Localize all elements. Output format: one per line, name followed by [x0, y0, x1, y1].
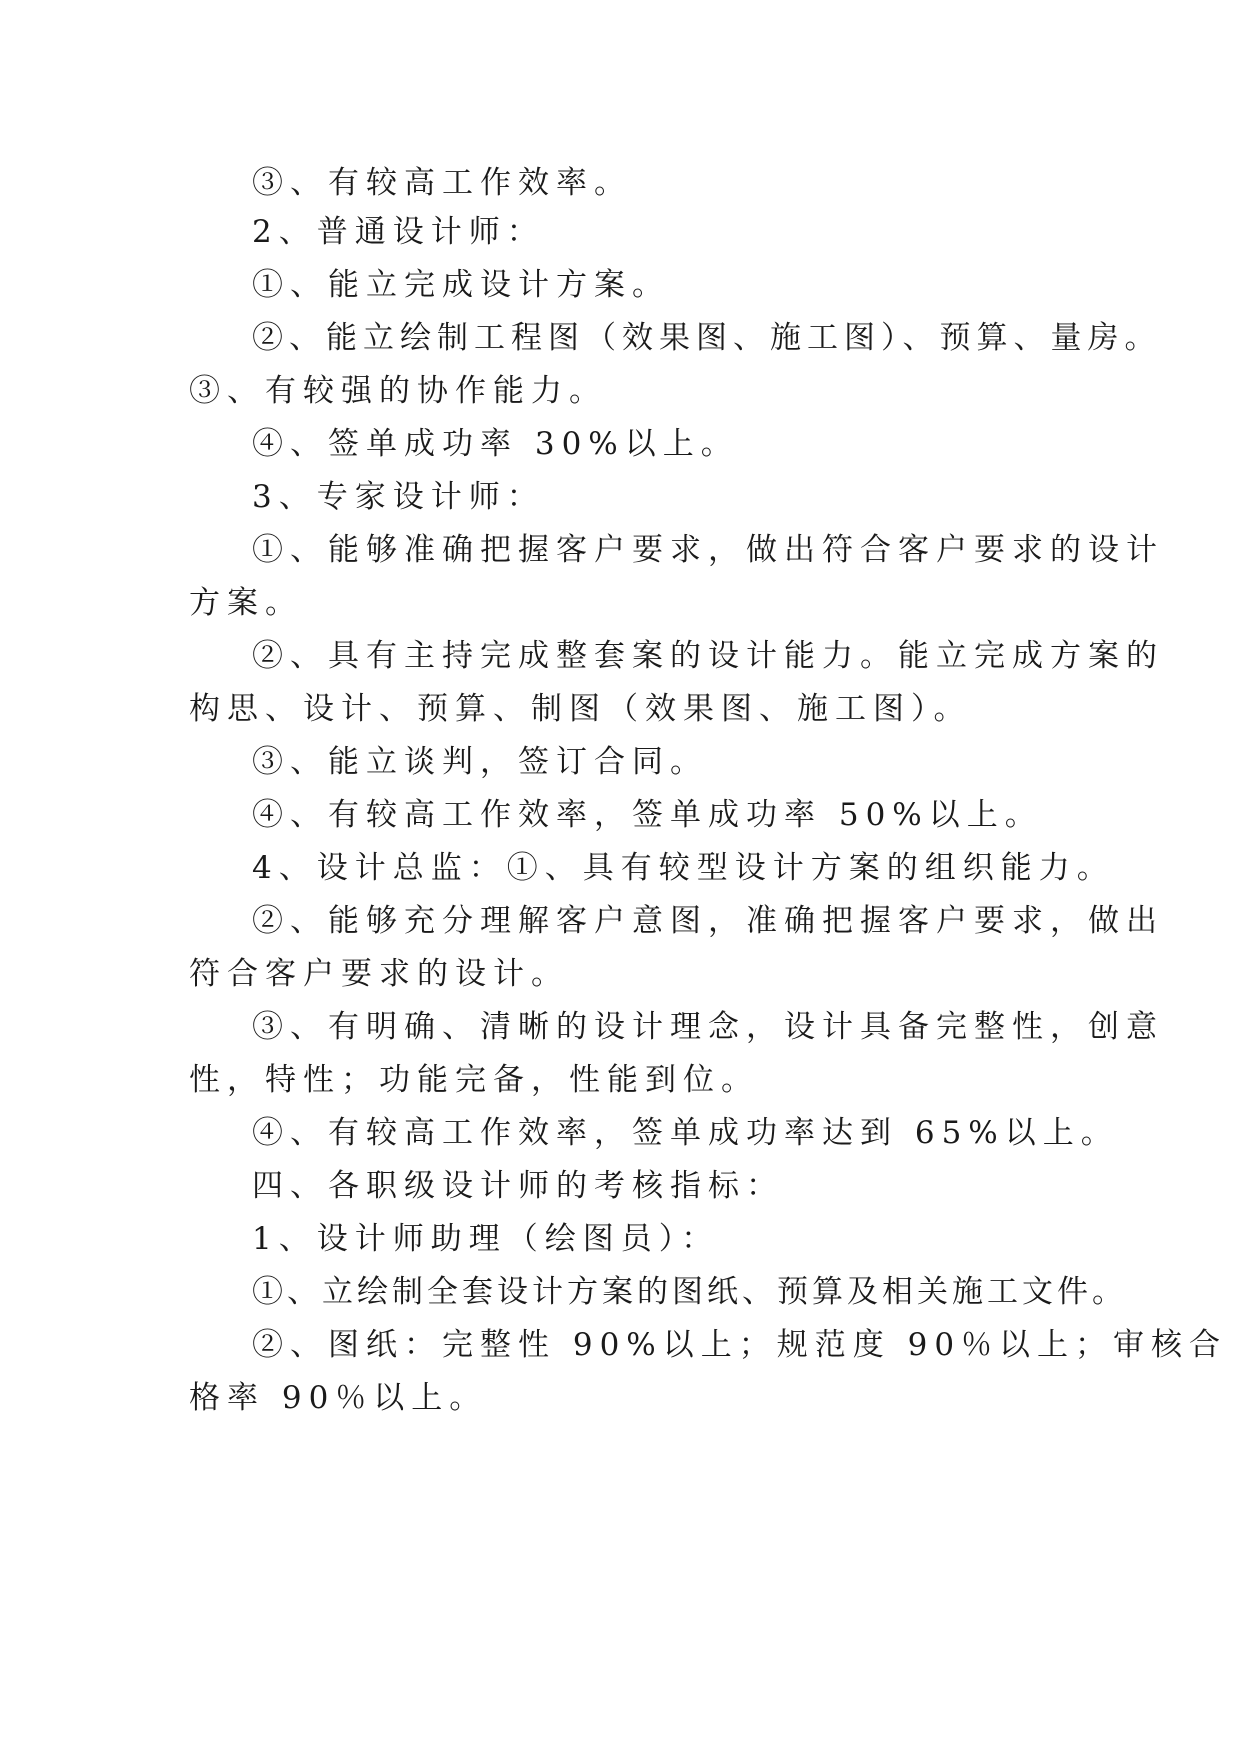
text-line: ①、能够准确把握客户要求，做出符合客户要求的设计	[252, 532, 1164, 568]
text-line: 性，特性；功能完备，性能到位。	[189, 1062, 759, 1098]
text-line: ②、能够充分理解客户意图，准确把握客户要求，做出	[252, 903, 1164, 939]
text-line: ①、能立完成设计方案。	[252, 267, 670, 303]
text-line: ①、立绘制全套设计方案的图纸、预算及相关施工文件。	[252, 1274, 1127, 1310]
section-heading: 2、普通设计师：	[252, 214, 545, 250]
text-line: 构思、设计、预算、制图（效果图、施工图）。	[189, 691, 972, 727]
text-line: 格率 90％以上。	[189, 1380, 488, 1416]
section-heading: 3、专家设计师：	[252, 479, 545, 515]
text-line: 方案。	[189, 585, 303, 621]
section-heading: 4、设计总监：①、具有较型设计方案的组织能力。	[252, 850, 1115, 886]
text-line: ④、签单成功率 30%以上。	[252, 426, 739, 462]
text-line: ②、图纸：完整性 90%以上；规范度 90％以上；审核合	[252, 1327, 1228, 1363]
section-heading: 1、设计师助理（绘图员）：	[252, 1221, 720, 1257]
text-line: ②、具有主持完成整套案的设计能力。能立完成方案的	[252, 638, 1164, 674]
text-line: ③、能立谈判，签订合同。	[252, 744, 708, 780]
text-line: ③、有较强的协作能力。	[189, 373, 607, 409]
text-line: 符合客户要求的设计。	[189, 956, 569, 992]
text-line: ②、能立绘制工程图（效果图、施工图）、预算、量房。	[252, 320, 1162, 356]
text-line: ④、有较高工作效率，签单成功率达到 65%以上。	[252, 1115, 1119, 1151]
section-heading: 四、各职级设计师的考核指标：	[252, 1168, 784, 1204]
text-line: ④、有较高工作效率，签单成功率 50%以上。	[252, 797, 1043, 833]
text-line: ③、有较高工作效率。	[252, 165, 632, 201]
text-line: ③、有明确、清晰的设计理念，设计具备完整性，创意	[252, 1009, 1164, 1045]
